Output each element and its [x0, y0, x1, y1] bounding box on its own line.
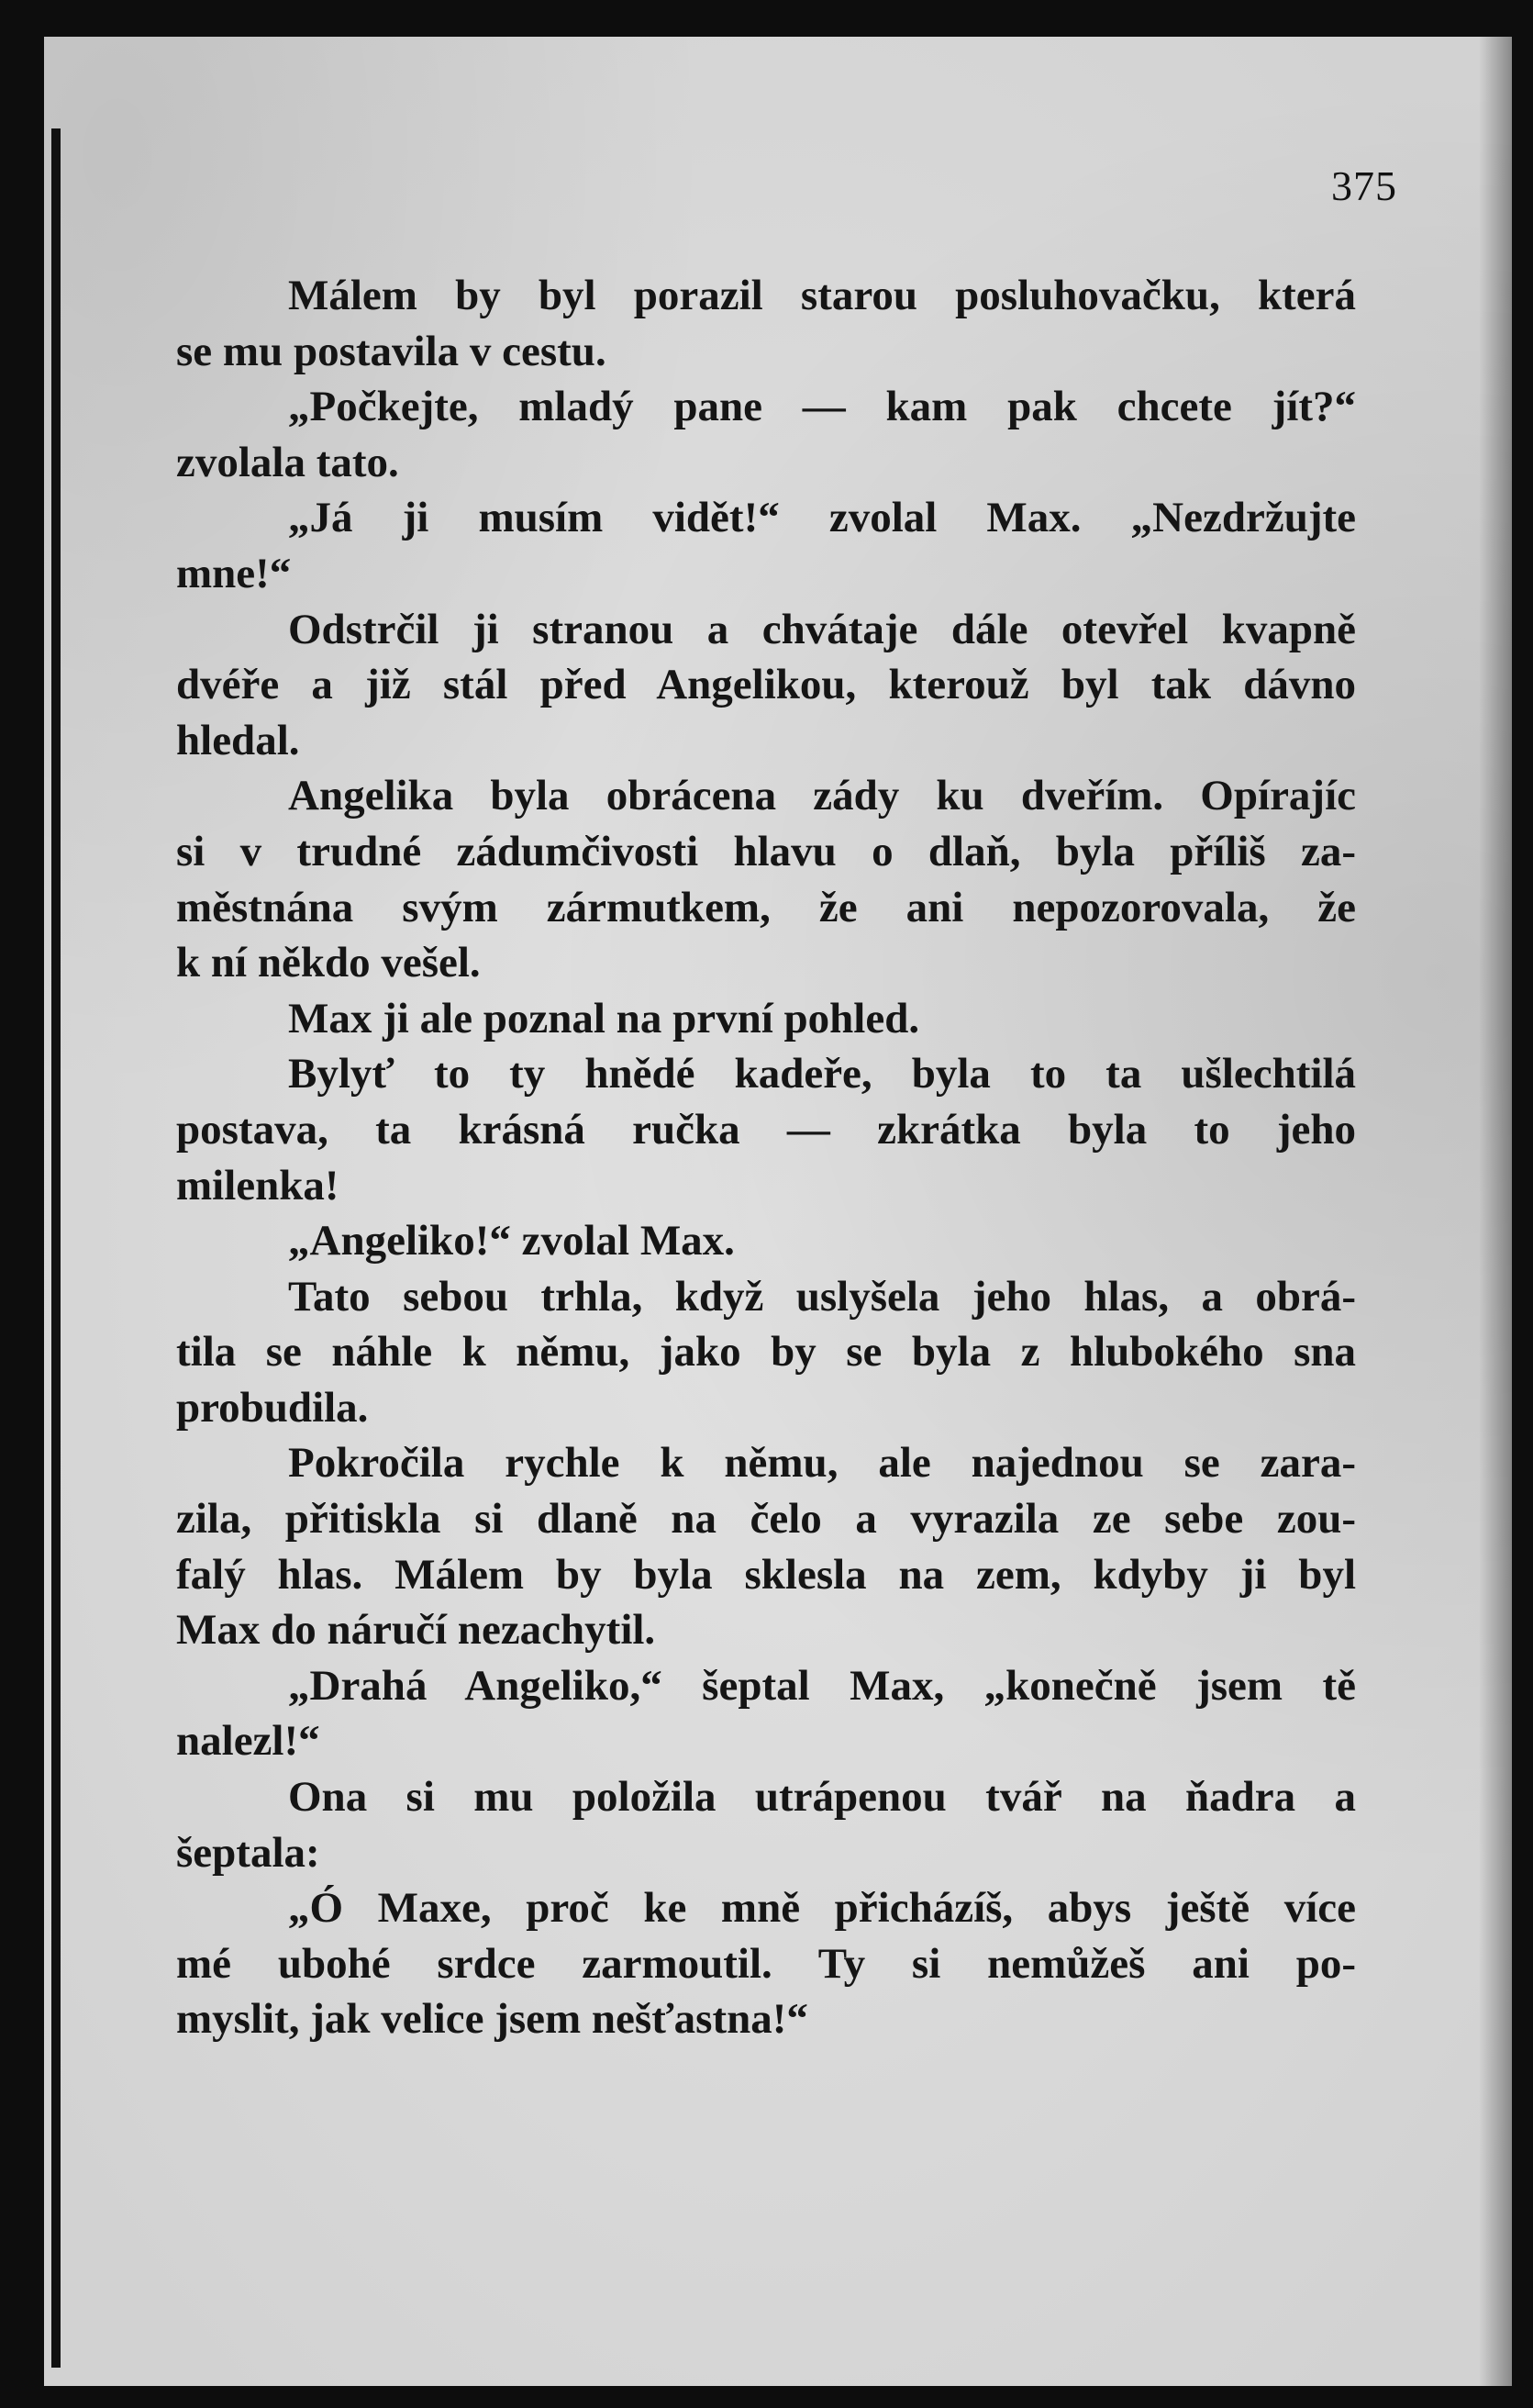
text-line: milenka!: [176, 1161, 339, 1210]
text-line: „Ó Maxe, proč ke mně přicházíš, abys ještě více: [288, 1884, 1356, 1933]
text-line: falý hlas. Málem by byla sklesla na zem, kdyby ji byl: [176, 1550, 1356, 1599]
binding-edge: [51, 128, 61, 2368]
text-line: Ona si mu položila utrápenou tvář na ňadra a: [288, 1773, 1356, 1822]
text-line: Max ji ale poznal na první pohled.: [288, 994, 920, 1042]
text-line: Angelika byla obrácena zády ku dveřím. Opírajíc: [288, 772, 1356, 820]
text-line: dvéře a již stál před Angelikou, kterouž byl tak dávno: [176, 661, 1356, 709]
text-line: nalezl!“: [176, 1717, 320, 1766]
text-line: Odstrčil ji stranou a chvátaje dále otevřel kvapně: [288, 605, 1356, 653]
page-number: 375: [1331, 162, 1397, 209]
text-line: šeptala:: [176, 1828, 320, 1877]
text-line: zila, přitiskla si dlaně na čelo a vyrazila ze sebe zou-: [176, 1495, 1356, 1544]
text-line: k ní někdo vešel.: [176, 939, 481, 987]
text-line: mne!“: [176, 549, 292, 597]
text-line: Bylyť to ty hnědé kadeře, byla to ta ušlechtilá: [288, 1050, 1356, 1098]
text-line: tila se náhle k němu, jako by se byla z hlubokého sna: [176, 1328, 1356, 1377]
text-line: Tato sebou trhla, když uslyšela jeho hlas, a obrá-: [288, 1272, 1356, 1321]
text-line: Pokročila rychle k němu, ale najednou se zara-: [288, 1439, 1356, 1488]
text-line: „Angeliko!“ zvolal Max.: [288, 1217, 735, 1265]
page-edge-shadow: [1479, 37, 1512, 2386]
text-line: si v trudné zádumčivosti hlavu o dlaň, byla příliš za-: [176, 827, 1356, 875]
text-line: myslit, jak velice jsem nešťastna!“: [176, 1995, 808, 2044]
text-line: Málem by byl porazil starou posluhovačku, která: [288, 272, 1356, 319]
text-line: mé ubohé srdce zarmoutil. Ty si nemůžeš ani po-: [176, 1939, 1356, 1988]
text-line: „Drahá Angeliko,“ šeptal Max, „konečně jsem tě: [288, 1661, 1356, 1710]
text-line: „Já ji musím vidět!“ zvolal Max. „Nezdržujte: [288, 494, 1356, 542]
text-line: „Počkejte, mladý pane — kam pak chcete jít?“: [288, 383, 1356, 431]
text-line: postava, ta krásná ručka — zkrátka byla to jeho: [176, 1105, 1356, 1154]
text-line: Max do náručí nezachytil.: [176, 1606, 656, 1655]
text-line: se mu postavila v cestu.: [176, 327, 606, 375]
body-text: [176, 268, 1356, 2047]
text-line: probudila.: [176, 1383, 369, 1432]
text-line: hledal.: [176, 716, 300, 764]
text-line: městnána svým zármutkem, že ani nepozorovala, že: [176, 883, 1356, 931]
text-line: zvolala tato.: [176, 438, 399, 486]
